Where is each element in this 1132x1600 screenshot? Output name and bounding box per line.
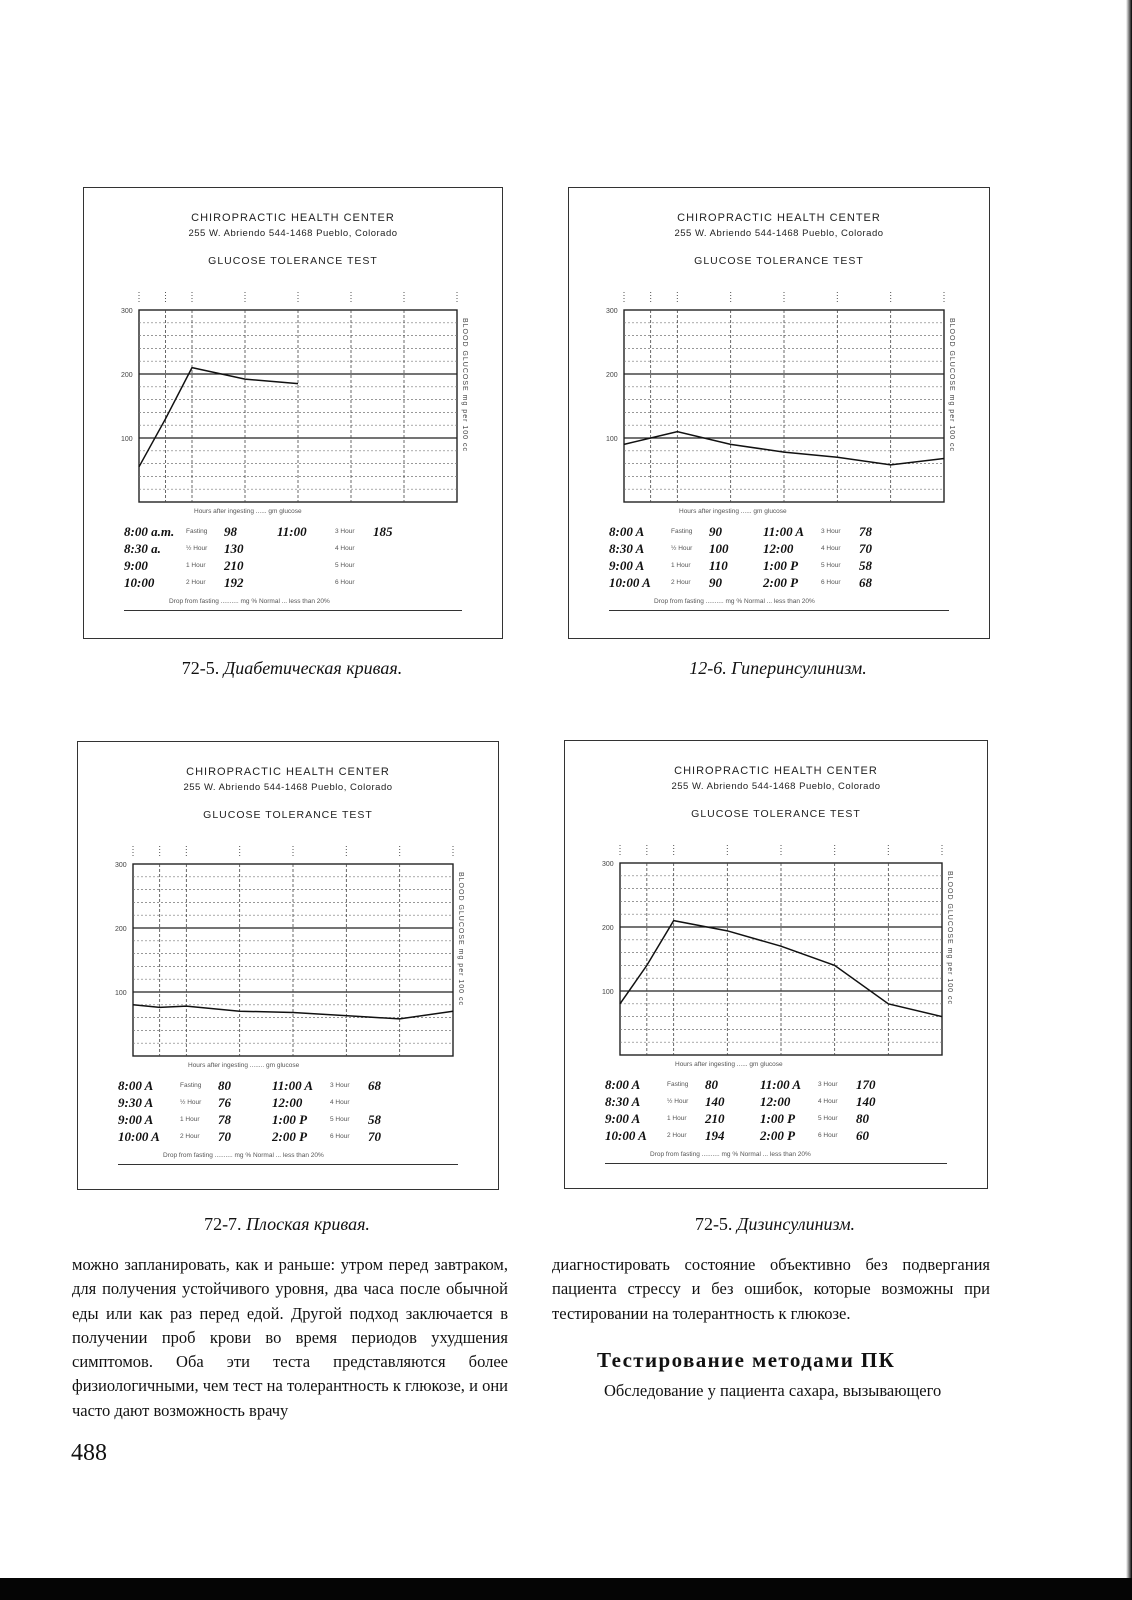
reading-time-right: 11:00	[277, 524, 307, 539]
figure-caption-flat	[77, 1214, 497, 1235]
y-tick-label: 100	[121, 436, 133, 443]
form-footer-rule	[609, 610, 949, 611]
axis-label-blood-glucose: BLOOD GLUCOSE mg per 100 cc	[946, 871, 953, 1005]
reading-row	[124, 524, 462, 541]
caption-number: 72-7.	[204, 1214, 242, 1234]
form-header-title: CHIROPRACTIC HEALTH CENTER	[186, 766, 390, 778]
form-header-title: CHIROPRACTIC HEALTH CENTER	[191, 212, 395, 224]
reading-time-right: 11:00 A	[272, 1078, 314, 1093]
form-footer-note: Drop from fasting .......... mg % Normal ... less than 20%	[650, 1151, 811, 1158]
reading-row	[118, 1112, 458, 1129]
glucose-chart	[78, 742, 498, 1082]
reading-row	[609, 558, 949, 575]
reading-time-left: 10:00	[124, 575, 155, 590]
reading-value-left: 78	[218, 1112, 231, 1127]
reading-time-left: 9:30 A	[118, 1095, 154, 1110]
reading-value-left: 90	[709, 524, 722, 539]
form-header-address: 255 W. Abriendo 544-1468 Pueblo, Colorado	[671, 781, 881, 792]
reading-time-left: 8:00 A	[609, 524, 645, 539]
reading-label-right: 5 Hour	[335, 562, 355, 569]
y-tick-label: 300	[602, 861, 614, 868]
reading-label-left: ½ Hour	[186, 545, 208, 552]
reading-row	[605, 1128, 947, 1145]
caption-text: Плоская кривая.	[246, 1214, 370, 1234]
reading-label-right: 4 Hour	[818, 1098, 838, 1105]
y-tick-label: 200	[606, 372, 618, 379]
reading-time-left: 8:00 A	[118, 1078, 154, 1093]
section-first-line: Обследование у пациента сахара, вызывающего	[604, 1381, 942, 1400]
reading-time-left: 10:00 A	[609, 575, 651, 590]
scan-edge	[1126, 0, 1132, 1600]
reading-value-left: 90	[709, 575, 722, 590]
reading-label-left: 2 Hour	[671, 579, 691, 586]
reading-value-right: 70	[859, 541, 872, 556]
reading-time-left: 10:00 A	[605, 1128, 647, 1143]
y-tick-label: 100	[115, 990, 127, 997]
reading-row	[118, 1129, 458, 1146]
reading-row	[118, 1078, 458, 1095]
reading-label-right: 6 Hour	[335, 579, 355, 586]
form-header-address: 255 W. Abriendo 544-1468 Pueblo, Colorado	[188, 228, 398, 239]
reading-row	[605, 1094, 947, 1111]
form-test-title: GLUCOSE TOLERANCE TEST	[694, 255, 864, 267]
reading-time-right: 12:00	[763, 541, 794, 556]
reading-value-right: 170	[856, 1077, 876, 1092]
reading-time-right: 1:00 P	[272, 1112, 308, 1127]
readings-table	[118, 1078, 458, 1146]
reading-row	[118, 1095, 458, 1112]
reading-label-right: 6 Hour	[330, 1133, 350, 1140]
readings-table	[124, 524, 462, 592]
reading-time-right: 12:00	[760, 1094, 791, 1109]
reading-value-left: 192	[224, 575, 244, 590]
reading-value-right: 80	[856, 1111, 869, 1126]
form-header-title: CHIROPRACTIC HEALTH CENTER	[677, 212, 881, 224]
form-footer-rule	[118, 1164, 458, 1165]
reading-time-right: 2:00 P	[272, 1129, 308, 1144]
reading-value-left: 140	[705, 1094, 725, 1109]
reading-label-left: Fasting	[186, 528, 208, 535]
reading-value-left: 130	[224, 541, 244, 556]
glucose-chart	[565, 741, 987, 1081]
caption-number: 72-5.	[181, 658, 220, 678]
reading-time-left: 8:30 A	[605, 1094, 641, 1109]
reading-label-right: 3 Hour	[335, 528, 355, 535]
form-header-address: 255 W. Abriendo 544-1468 Pueblo, Colorado	[183, 782, 393, 793]
form-header-title: CHIROPRACTIC HEALTH CENTER	[674, 765, 878, 777]
form-footer-note: Drop from fasting .......... mg % Normal ... less than 20%	[169, 598, 330, 605]
figure-caption-hyperinsulinism	[568, 658, 988, 679]
reading-label-right: 4 Hour	[335, 545, 355, 552]
reading-label-right: 4 Hour	[330, 1099, 350, 1106]
caption-number: 72-5.	[694, 1214, 733, 1234]
form-header-address: 255 W. Abriendo 544-1468 Pueblo, Colorado	[674, 228, 884, 239]
reading-value-right: 68	[368, 1078, 381, 1093]
form-test-title: GLUCOSE TOLERANCE TEST	[208, 255, 378, 267]
reading-label-left: Fasting	[667, 1081, 689, 1088]
caption-text: Диабетическая кривая.	[223, 658, 403, 678]
glucose-form-hyperinsulinism	[568, 187, 990, 639]
y-tick-label: 200	[115, 926, 127, 933]
glucose-form-dysinsulinism	[564, 740, 988, 1189]
reading-value-left: 210	[705, 1111, 725, 1126]
reading-label-left: Fasting	[671, 528, 693, 535]
reading-label-left: 1 Hour	[667, 1115, 687, 1122]
caption-text: Гиперинсулинизм.	[731, 658, 867, 678]
reading-time-left: 8:30 A	[609, 541, 645, 556]
reading-label-left: 1 Hour	[186, 562, 206, 569]
reading-label-right: 5 Hour	[821, 562, 841, 569]
hours-after-caption: Hours after ingesting ...... gm glucose	[679, 508, 787, 515]
form-test-title: GLUCOSE TOLERANCE TEST	[691, 808, 861, 820]
reading-time-left: 9:00 A	[609, 558, 645, 573]
reading-label-left: 1 Hour	[671, 562, 691, 569]
axis-label-blood-glucose: BLOOD GLUCOSE mg per 100 cc	[457, 872, 464, 1006]
section-heading: Тестирование методами ПК	[597, 1348, 896, 1372]
reading-time-right: 1:00 P	[760, 1111, 796, 1126]
figure-caption-diabetic	[83, 658, 501, 679]
reading-time-left: 9:00 A	[605, 1111, 641, 1126]
reading-value-right: 58	[368, 1112, 381, 1127]
form-test-title: GLUCOSE TOLERANCE TEST	[203, 809, 373, 821]
y-tick-label: 300	[115, 862, 127, 869]
reading-value-left: 80	[705, 1077, 718, 1092]
reading-label-right: 4 Hour	[821, 545, 841, 552]
reading-value-left: 80	[218, 1078, 231, 1093]
reading-value-left: 100	[709, 541, 729, 556]
form-footer-rule	[124, 610, 462, 611]
reading-time-right: 11:00 A	[760, 1077, 802, 1092]
body-text-right-column: диагностировать состояние объективно без подвергания пациента стрессу и без ошибок, которые возможны при тестировании на толерантность к глюкозе.	[552, 1255, 990, 1323]
hours-after-caption: Hours after ingesting ...... gm glucose	[194, 508, 302, 515]
reading-label-right: 6 Hour	[821, 579, 841, 586]
page-number: 488	[71, 1440, 107, 1466]
reading-label-left: ½ Hour	[667, 1098, 689, 1105]
reading-value-right: 185	[373, 524, 393, 539]
reading-label-left: ½ Hour	[180, 1099, 202, 1106]
reading-time-right: 2:00 P	[763, 575, 799, 590]
reading-value-left: 110	[709, 558, 728, 573]
form-footer-note: Drop from fasting .......... mg % Normal ... less than 20%	[654, 598, 815, 605]
reading-row	[609, 541, 949, 558]
y-tick-label: 200	[121, 372, 133, 379]
reading-label-left: 2 Hour	[186, 579, 206, 586]
reading-row	[609, 524, 949, 541]
readings-table	[605, 1077, 947, 1145]
reading-time-left: 9:00	[124, 558, 148, 573]
reading-value-right: 68	[859, 575, 872, 590]
reading-time-left: 8:30 a.	[124, 541, 161, 556]
reading-label-right: 5 Hour	[330, 1116, 350, 1123]
reading-row	[609, 575, 949, 592]
reading-label-right: 5 Hour	[818, 1115, 838, 1122]
reading-time-right: 2:00 P	[760, 1128, 796, 1143]
reading-time-right: 12:00	[272, 1095, 303, 1110]
y-tick-label: 100	[602, 989, 614, 996]
reading-value-left: 76	[218, 1095, 231, 1110]
caption-text: Дизинсулинизм.	[736, 1214, 856, 1234]
reading-value-right: 78	[859, 524, 872, 539]
axis-label-blood-glucose: BLOOD GLUCOSE mg per 100 cc	[948, 318, 955, 452]
reading-time-left: 8:00 A	[605, 1077, 641, 1092]
glucose-form-flat	[77, 741, 499, 1190]
readings-table	[609, 524, 949, 592]
figure-caption-dysinsulinism	[564, 1214, 986, 1235]
reading-value-left: 70	[218, 1129, 231, 1144]
reading-label-left: 1 Hour	[180, 1116, 200, 1123]
reading-time-right: 1:00 P	[763, 558, 799, 573]
reading-value-right: 140	[856, 1094, 876, 1109]
reading-value-right: 60	[856, 1128, 869, 1143]
form-footer-note: Drop from fasting .......... mg % Normal ... less than 20%	[163, 1152, 324, 1159]
reading-label-left: Fasting	[180, 1082, 202, 1089]
reading-row	[605, 1077, 947, 1094]
reading-value-left: 194	[705, 1128, 725, 1143]
reading-label-right: 6 Hour	[818, 1132, 838, 1139]
glucose-form-diabetic	[83, 187, 503, 639]
reading-time-left: 9:00 A	[118, 1112, 154, 1127]
reading-label-left: ½ Hour	[671, 545, 693, 552]
reading-value-right: 58	[859, 558, 872, 573]
reading-value-left: 210	[224, 558, 244, 573]
reading-time-left: 10:00 A	[118, 1129, 160, 1144]
reading-time-left: 8:00 a.m.	[124, 524, 175, 539]
reading-label-left: 2 Hour	[667, 1132, 687, 1139]
glucose-curve	[139, 368, 298, 467]
y-tick-label: 200	[602, 925, 614, 932]
reading-row	[124, 558, 462, 575]
reading-label-right: 3 Hour	[330, 1082, 350, 1089]
reading-label-right: 3 Hour	[818, 1081, 838, 1088]
reading-time-right: 11:00 A	[763, 524, 805, 539]
glucose-chart	[569, 188, 989, 528]
caption-number: 12-6.	[689, 658, 727, 678]
scan-border	[0, 1578, 1132, 1600]
reading-row	[124, 541, 462, 558]
reading-label-left: 2 Hour	[180, 1133, 200, 1140]
reading-label-right: 3 Hour	[821, 528, 841, 535]
form-footer-rule	[605, 1163, 947, 1164]
y-tick-label: 100	[606, 436, 618, 443]
reading-row	[124, 575, 462, 592]
y-tick-label: 300	[121, 308, 133, 315]
reading-value-right: 70	[368, 1129, 381, 1144]
y-tick-label: 300	[606, 308, 618, 315]
hours-after-caption: Hours after ingesting ...... gm glucose	[675, 1061, 783, 1068]
hours-after-caption: Hours after ingesting ........ gm glucose	[188, 1062, 300, 1069]
reading-value-left: 98	[224, 524, 237, 539]
body-text-left-column: можно запланировать, как и раньше: утром перед завтраком, для получения устойчивого уровня, два часа после обычной еды или как раз перед едой. Другой подход заключается в получении проб крови во время периодов ухудшения симптомов. Оба эти теста представляются более физиологичными, чем тест на толерантность к глюкозе, и они часто дают возможность врачу	[72, 1255, 508, 1420]
glucose-chart	[84, 188, 502, 528]
reading-row	[605, 1111, 947, 1128]
axis-label-blood-glucose: BLOOD GLUCOSE mg per 100 cc	[461, 318, 468, 452]
